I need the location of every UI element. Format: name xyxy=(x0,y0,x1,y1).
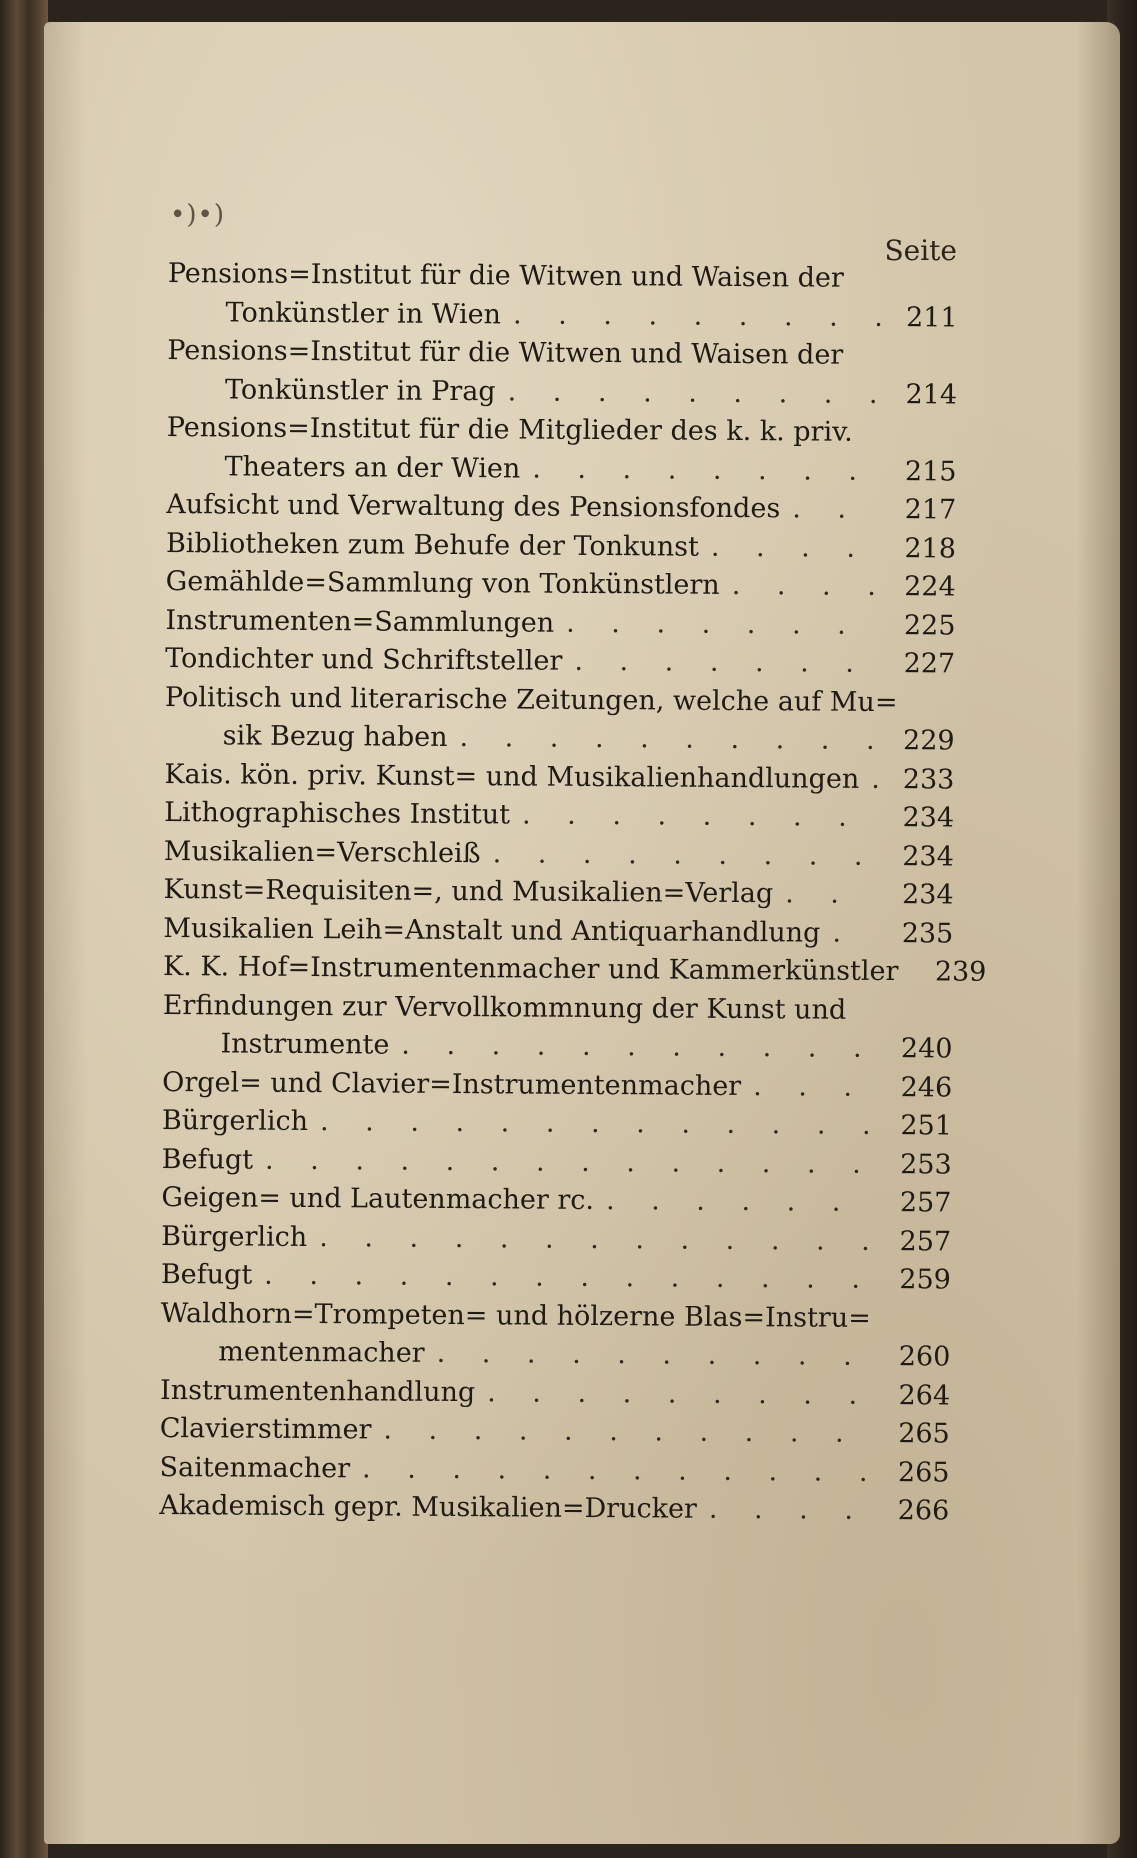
toc-entry-continuation-line xyxy=(167,296,957,340)
dot-leader xyxy=(493,838,878,872)
toc-entry-title: Waldhorn=Trompeten= und hölzerne Blas=Instru= xyxy=(160,1297,871,1334)
toc-entry-line xyxy=(164,758,954,802)
dot-leader xyxy=(437,1338,875,1372)
dot-leader xyxy=(566,607,879,640)
toc-entry xyxy=(162,1105,952,1149)
toc-entry-title: Lithographisches Institut xyxy=(164,796,511,831)
toc-entry-title: Musikalien=Verschleiß xyxy=(163,835,481,869)
table-of-contents xyxy=(159,258,987,1534)
dot-leader xyxy=(383,1415,874,1449)
dot-leader xyxy=(264,1260,875,1295)
toc-entry-line xyxy=(161,1220,951,1264)
toc-entry-title: Instrumenten=Sammlungen xyxy=(165,604,555,639)
toc-entry xyxy=(162,989,953,1072)
toc-entry-continuation-line xyxy=(165,720,955,764)
toc-page-number: 266 xyxy=(897,1495,950,1527)
toc-entry-line xyxy=(162,950,987,995)
dot-leader xyxy=(513,299,882,333)
toc-entry xyxy=(165,681,956,764)
toc-page-number: 257 xyxy=(899,1225,952,1257)
toc-entry xyxy=(167,335,958,418)
toc-entry-continuation-line xyxy=(162,1028,952,1072)
toc-entry xyxy=(163,912,953,956)
toc-page-number: 264 xyxy=(898,1379,951,1411)
toc-entry xyxy=(164,758,954,802)
dot-leader xyxy=(459,722,878,756)
toc-entry-title: Kais. kön. priv. Kunst= und Musikalienhandlungen xyxy=(164,758,860,795)
dot-leader xyxy=(871,763,878,794)
toc-entry xyxy=(163,874,953,918)
toc-page-number: 227 xyxy=(903,648,956,680)
toc-entry-continuation-line xyxy=(167,373,957,417)
toc-entry xyxy=(161,1259,951,1303)
toc-entry xyxy=(160,1374,950,1418)
toc-entry-title: Pensions=Institut für die Witwen und Waisen der xyxy=(167,334,844,371)
dot-leader xyxy=(320,1106,876,1141)
toc-entry-line xyxy=(159,1451,949,1495)
toc-entry-line xyxy=(161,1182,951,1226)
page-column-header: Seite xyxy=(884,234,957,267)
toc-entry-title: Bibliotheken zum Behufe der Tonkunst xyxy=(165,527,700,563)
toc-entry-title: Theaters an der Wien xyxy=(224,450,521,484)
toc-entry-line xyxy=(165,681,955,725)
dot-leader xyxy=(711,531,880,563)
toc-page-number: 234 xyxy=(901,879,954,911)
toc-entry-title: Instrumentenhandlung xyxy=(159,1374,476,1408)
toc-entry-line xyxy=(162,1066,952,1110)
toc-entry-line xyxy=(163,989,953,1033)
dot-leader xyxy=(532,453,880,486)
toc-entry-line xyxy=(162,1105,952,1149)
toc-page-number: 265 xyxy=(898,1418,950,1450)
toc-entry xyxy=(159,1451,949,1495)
toc-entry-title: Orgel= und Clavier=Instrumentenmacher xyxy=(162,1066,742,1102)
toc-entry-title: Bürgerlich xyxy=(161,1104,309,1137)
toc-entry xyxy=(166,566,956,610)
toc-page-number: 229 xyxy=(902,725,955,757)
toc-entry-line xyxy=(166,566,956,610)
dot-leader xyxy=(709,1494,874,1526)
toc-entry-title: mentenmacher xyxy=(218,1336,425,1369)
toc-entry-title: Befugt xyxy=(161,1143,254,1176)
toc-entry-line xyxy=(167,412,957,456)
toc-entry-line xyxy=(166,527,956,571)
toc-page-number: 233 xyxy=(902,763,955,796)
book-spine-left xyxy=(0,0,48,1858)
toc-entry-line xyxy=(165,643,955,687)
dot-leader xyxy=(265,1144,876,1179)
toc-page-number: 251 xyxy=(900,1110,953,1142)
toc-page-number: 265 xyxy=(897,1456,950,1488)
toc-page-number: 259 xyxy=(899,1264,951,1296)
toc-entry xyxy=(162,950,987,995)
toc-entry xyxy=(161,1182,951,1226)
toc-entry-title: Erfindungen zur Vervollkommnung der Kunst und xyxy=(162,989,847,1026)
toc-entry xyxy=(166,412,957,495)
toc-entry xyxy=(165,643,955,687)
toc-page-number: 224 xyxy=(904,571,956,603)
toc-entry-title: Gemählde=Sammlung von Tonkünstlern xyxy=(165,565,720,601)
toc-entry-title: Aufsicht und Verwaltung des Pensionsfondes xyxy=(166,488,781,525)
toc-entry-title: Pensions=Institut für die Witwen und Waisen der xyxy=(167,258,844,294)
toc-page-number: 240 xyxy=(900,1033,953,1065)
dot-leader xyxy=(753,1071,876,1103)
dot-leader xyxy=(319,1222,875,1257)
toc-entry-title: Tonkünstler in Prag xyxy=(224,373,496,407)
toc-page-number: 217 xyxy=(904,494,957,526)
dot-leader xyxy=(487,1377,874,1411)
toc-page-number: 257 xyxy=(899,1187,952,1219)
toc-entry-title: Kunst=Requisiten=, und Musikalien=Verlag xyxy=(163,873,774,910)
dot-leader xyxy=(401,1030,876,1064)
toc-entry xyxy=(161,1220,951,1264)
toc-entry-line xyxy=(160,1297,950,1341)
toc-entry-line xyxy=(161,1259,951,1303)
toc-page-number: 235 xyxy=(901,917,954,949)
toc-entry-title: Pensions=Institut für die Mitglieder des k. k. priv. xyxy=(166,411,853,448)
toc-entry xyxy=(166,489,956,533)
toc-entry-line xyxy=(163,874,953,918)
toc-entry-line xyxy=(165,604,955,648)
toc-entry xyxy=(164,797,954,841)
toc-entry xyxy=(165,604,955,648)
toc-entry xyxy=(162,1143,952,1187)
page-corner-mark: •)•) xyxy=(170,200,225,230)
toc-entry-continuation-line xyxy=(160,1336,950,1380)
toc-entry-continuation-line xyxy=(166,450,956,494)
toc-page-number: 234 xyxy=(902,840,954,873)
toc-entry-line xyxy=(167,335,957,379)
toc-entry-line xyxy=(159,1490,949,1534)
toc-entry-title: Akademisch gepr. Musikalien=Drucker xyxy=(159,1489,698,1525)
toc-entry-line xyxy=(164,797,954,841)
toc-entry-line xyxy=(166,489,956,533)
dot-leader xyxy=(792,493,880,525)
dot-leader xyxy=(508,376,882,410)
toc-entry-title: Befugt xyxy=(160,1258,253,1291)
toc-entry xyxy=(162,1066,952,1110)
toc-entry-title: Politisch und literarische Zeitungen, welche auf Mu= xyxy=(164,681,898,718)
toc-entry xyxy=(166,527,956,571)
toc-page-number: 211 xyxy=(905,301,958,334)
dot-leader xyxy=(785,878,878,910)
toc-page-number: 215 xyxy=(904,455,957,488)
toc-entry-line xyxy=(160,1413,950,1457)
dot-leader xyxy=(522,799,878,832)
dot-leader xyxy=(832,917,877,948)
toc-entry xyxy=(167,258,958,341)
toc-entry xyxy=(159,1490,949,1534)
toc-entry-line xyxy=(163,912,953,956)
dot-leader xyxy=(362,1453,874,1488)
toc-page-number: 246 xyxy=(900,1071,953,1103)
toc-entry-title: K. K. Hof=Instrumentenmacher und Kammerkünstler xyxy=(162,950,899,988)
toc-page-number: 234 xyxy=(902,802,955,834)
dot-leader xyxy=(606,1185,876,1218)
toc-entry-line xyxy=(162,1143,952,1187)
toc-page-number: 253 xyxy=(900,1148,952,1180)
toc-entry-line xyxy=(168,258,958,302)
toc-entry-title: Musikalien Leih=Anstalt und Antiquarhandlung xyxy=(163,912,821,949)
toc-entry xyxy=(160,1297,951,1380)
toc-entry-title: Tonkünstler in Wien xyxy=(225,296,502,330)
toc-page-number: 218 xyxy=(904,532,957,565)
toc-page-number: 239 xyxy=(934,956,987,988)
toc-page-number: 260 xyxy=(898,1341,951,1373)
toc-page-number: 225 xyxy=(903,609,956,642)
dot-leader xyxy=(732,570,880,602)
toc-entry-title: sik Bezug haben xyxy=(222,720,448,753)
dot-leader xyxy=(574,646,879,679)
toc-entry-title: Clavierstimmer xyxy=(159,1412,372,1446)
toc-entry-line xyxy=(164,835,954,879)
toc-entry-line xyxy=(160,1374,950,1418)
toc-entry-title: Saitenmacher xyxy=(159,1451,351,1484)
toc-entry-title: Instrumente xyxy=(220,1028,390,1061)
toc-entry xyxy=(164,835,954,879)
toc-entry-title: Geigen= und Lautenmacher rc. xyxy=(161,1181,595,1216)
toc-entry-title: Tondichter und Schriftsteller xyxy=(165,642,563,677)
toc-entry-title: Bürgerlich xyxy=(161,1220,308,1253)
toc-entry xyxy=(160,1413,950,1457)
toc-page-number: 214 xyxy=(905,378,958,411)
